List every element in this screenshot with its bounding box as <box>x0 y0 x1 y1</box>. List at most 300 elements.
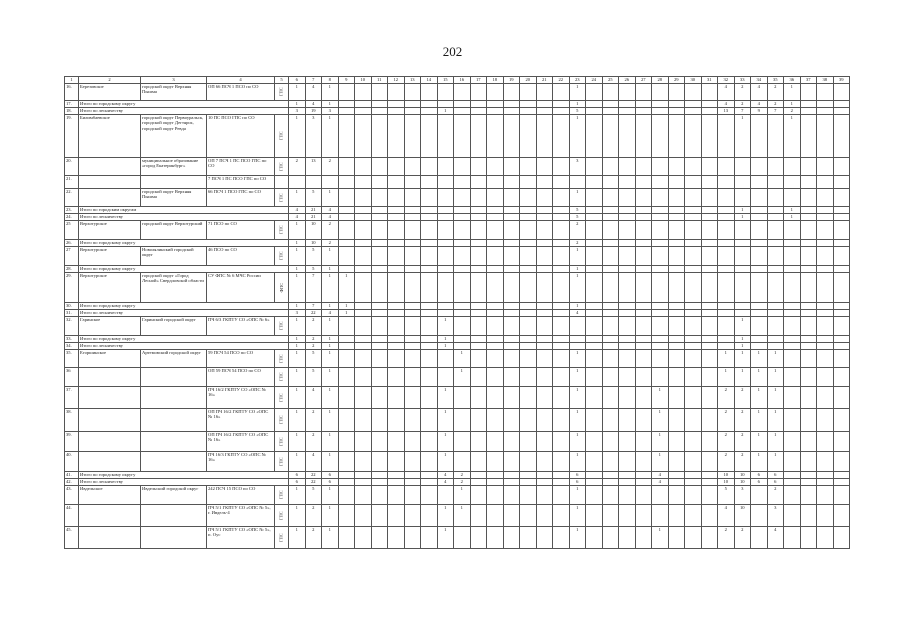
value-cell <box>470 273 487 303</box>
value-cell <box>503 350 520 368</box>
header-cell: 21 <box>536 77 553 84</box>
value-cell <box>767 158 784 176</box>
value-cell <box>371 221 388 240</box>
service-type-cell <box>275 176 289 189</box>
value-cell <box>817 273 834 303</box>
value-cell <box>355 84 372 101</box>
value-cell <box>536 317 553 336</box>
value-cell <box>421 101 438 108</box>
value-cell <box>668 247 685 266</box>
value-cell: 2 <box>305 336 322 343</box>
value-cell: 4 <box>322 207 339 214</box>
value-cell: 4 <box>289 214 306 221</box>
header-cell: 33 <box>734 77 751 84</box>
row-number: 40. <box>65 452 79 472</box>
value-cell <box>454 108 471 115</box>
value-cell <box>338 527 355 549</box>
value-cell <box>520 452 537 472</box>
value-cell <box>338 343 355 350</box>
value-cell <box>520 247 537 266</box>
value-cell <box>355 310 372 317</box>
value-cell: 1 <box>322 486 339 505</box>
value-cell <box>701 101 718 108</box>
value-cell <box>668 115 685 158</box>
value-cell <box>668 214 685 221</box>
value-cell <box>619 310 636 317</box>
unit-cell: ПЧ 5/1 ГКПТУ СО «ОПС № 5», п. Оус <box>207 527 275 549</box>
value-cell <box>751 158 768 176</box>
value-cell <box>536 350 553 368</box>
value-cell: 1 <box>437 432 454 452</box>
row-number: 31. <box>65 310 79 317</box>
forestry-cell <box>79 368 141 387</box>
value-cell <box>800 368 817 387</box>
value-cell <box>685 336 702 343</box>
value-cell <box>421 336 438 343</box>
value-cell <box>470 214 487 221</box>
row-number: 37. <box>65 387 79 409</box>
unit-cell: 242 ПСЧ 15 ПСО по СО <box>207 486 275 505</box>
value-cell: 4 <box>751 101 768 108</box>
value-cell <box>553 527 570 549</box>
value-cell <box>421 310 438 317</box>
header-cell: 19 <box>503 77 520 84</box>
value-cell <box>388 368 405 387</box>
value-cell <box>404 368 421 387</box>
value-cell <box>520 189 537 207</box>
table-row <box>65 273 850 303</box>
value-cell <box>388 527 405 549</box>
value-cell <box>371 472 388 479</box>
header-cell: 18 <box>487 77 504 84</box>
value-cell <box>487 432 504 452</box>
value-cell <box>553 317 570 336</box>
value-cell <box>817 317 834 336</box>
value-cell <box>454 409 471 432</box>
value-cell <box>586 452 603 472</box>
service-type-cell <box>275 317 289 336</box>
value-cell <box>833 273 850 303</box>
header-cell: 4 <box>207 77 275 84</box>
value-cell <box>355 221 372 240</box>
value-cell <box>817 527 834 549</box>
value-cell <box>685 247 702 266</box>
value-cell <box>470 303 487 310</box>
value-cell <box>355 176 372 189</box>
value-cell <box>388 343 405 350</box>
value-cell <box>635 505 652 527</box>
value-cell <box>833 368 850 387</box>
value-cell <box>685 101 702 108</box>
service-type-label: ГПС <box>278 251 284 261</box>
value-cell: 1 <box>751 368 768 387</box>
value-cell <box>569 343 586 350</box>
value-cell <box>833 343 850 350</box>
value-cell: 1 <box>652 452 669 472</box>
value-cell: 10 <box>734 505 751 527</box>
value-cell <box>685 273 702 303</box>
value-cell <box>470 505 487 527</box>
unit-cell: 66 ПСЧ 1 ПСО ГПС по СО <box>207 189 275 207</box>
value-cell <box>701 350 718 368</box>
value-cell <box>602 214 619 221</box>
value-cell <box>602 343 619 350</box>
value-cell <box>421 527 438 549</box>
value-cell <box>421 214 438 221</box>
value-cell <box>701 158 718 176</box>
value-cell <box>817 479 834 486</box>
value-cell <box>536 486 553 505</box>
value-cell: 1 <box>751 409 768 432</box>
value-cell <box>668 336 685 343</box>
forestry-cell <box>79 176 141 189</box>
value-cell <box>338 409 355 432</box>
value-cell <box>586 310 603 317</box>
value-cell <box>668 108 685 115</box>
value-cell: 2 <box>322 240 339 247</box>
value-cell <box>553 266 570 273</box>
value-cell: 10 <box>734 479 751 486</box>
value-cell: 1 <box>322 247 339 266</box>
value-cell <box>652 317 669 336</box>
value-cell <box>635 273 652 303</box>
service-type-label: ГПС <box>278 457 284 466</box>
value-cell <box>437 101 454 108</box>
value-cell <box>520 317 537 336</box>
value-cell <box>503 527 520 549</box>
value-cell <box>553 479 570 486</box>
value-cell <box>602 84 619 101</box>
value-cell <box>553 343 570 350</box>
value-cell <box>751 176 768 189</box>
value-cell <box>701 486 718 505</box>
value-cell <box>800 101 817 108</box>
value-cell <box>701 214 718 221</box>
total-row <box>65 214 850 221</box>
value-cell: 5 <box>305 350 322 368</box>
value-cell <box>487 273 504 303</box>
value-cell <box>388 176 405 189</box>
row-number: 23. <box>65 207 79 214</box>
value-cell: 1 <box>338 310 355 317</box>
value-cell: 2 <box>718 409 735 432</box>
header-cell: 35 <box>767 77 784 84</box>
value-cell <box>685 189 702 207</box>
header-cell: 28 <box>652 77 669 84</box>
value-cell <box>355 452 372 472</box>
header-cell: 30 <box>685 77 702 84</box>
value-cell <box>734 273 751 303</box>
value-cell <box>635 115 652 158</box>
value-cell <box>685 368 702 387</box>
value-cell <box>701 527 718 549</box>
unit-cell: 71 ПСО по СО <box>207 221 275 240</box>
value-cell <box>388 505 405 527</box>
value-cell <box>503 84 520 101</box>
row-number: 28. <box>65 266 79 273</box>
value-cell <box>338 176 355 189</box>
value-cell <box>437 176 454 189</box>
value-cell <box>355 108 372 115</box>
value-cell <box>619 303 636 310</box>
territory-cell: городской округ Первоуральск, городской округ Дегтярск, городской округ Ревда <box>141 115 207 158</box>
value-cell <box>652 158 669 176</box>
value-cell <box>454 266 471 273</box>
value-cell: 1 <box>289 101 306 108</box>
value-cell <box>487 350 504 368</box>
value-cell: 1 <box>569 84 586 101</box>
value-cell: 5 <box>305 266 322 273</box>
value-cell: 2 <box>734 101 751 108</box>
value-cell <box>289 176 306 189</box>
header-cell: 39 <box>833 77 850 84</box>
value-cell <box>520 336 537 343</box>
value-cell: 1 <box>718 368 735 387</box>
value-cell <box>685 343 702 350</box>
table-row <box>65 452 850 472</box>
value-cell <box>800 115 817 158</box>
value-cell: 6 <box>289 479 306 486</box>
value-cell <box>404 84 421 101</box>
value-cell <box>586 273 603 303</box>
value-cell <box>668 158 685 176</box>
value-cell <box>701 108 718 115</box>
value-cell <box>652 108 669 115</box>
unit-cell: ПЧ 16/3 ГКПТУ СО «ОПС № 16» <box>207 452 275 472</box>
value-cell <box>371 343 388 350</box>
value-cell <box>454 527 471 549</box>
value-cell <box>784 303 801 310</box>
value-cell <box>520 115 537 158</box>
value-cell <box>619 368 636 387</box>
value-cell <box>437 207 454 214</box>
value-cell <box>701 310 718 317</box>
territory-cell <box>141 409 207 432</box>
value-cell: 4 <box>305 84 322 101</box>
value-cell <box>751 317 768 336</box>
value-cell <box>652 115 669 158</box>
row-number: 26. <box>65 240 79 247</box>
value-cell <box>586 350 603 368</box>
value-cell <box>668 273 685 303</box>
value-cell <box>355 115 372 158</box>
value-cell <box>454 189 471 207</box>
value-cell <box>569 317 586 336</box>
total-row <box>65 310 850 317</box>
value-cell <box>833 221 850 240</box>
value-cell <box>833 115 850 158</box>
value-cell: 1 <box>734 343 751 350</box>
value-cell <box>619 350 636 368</box>
value-cell <box>833 266 850 273</box>
value-cell <box>586 432 603 452</box>
value-cell <box>454 214 471 221</box>
value-cell <box>800 303 817 310</box>
value-cell <box>553 350 570 368</box>
territory-cell <box>141 387 207 409</box>
value-cell <box>833 350 850 368</box>
value-cell <box>421 303 438 310</box>
value-cell <box>536 310 553 317</box>
service-type-label: ГПС <box>278 193 284 202</box>
value-cell: 1 <box>289 387 306 409</box>
service-type-label: ГПС <box>278 511 284 520</box>
row-number: 17. <box>65 101 79 108</box>
header-cell: 15 <box>437 77 454 84</box>
service-type-cell <box>275 221 289 240</box>
value-cell: 2 <box>718 527 735 549</box>
value-cell <box>487 368 504 387</box>
header-cell: 6 <box>289 77 306 84</box>
value-cell: 1 <box>437 336 454 343</box>
value-cell: 1 <box>569 350 586 368</box>
value-cell <box>338 387 355 409</box>
value-cell <box>652 336 669 343</box>
value-cell: 1 <box>322 303 339 310</box>
value-cell <box>404 486 421 505</box>
value-cell <box>685 432 702 452</box>
value-cell <box>602 108 619 115</box>
value-cell <box>338 115 355 158</box>
value-cell <box>602 350 619 368</box>
value-cell <box>536 479 553 486</box>
value-cell <box>635 221 652 240</box>
value-cell <box>503 101 520 108</box>
service-type-label: ГПС <box>278 131 284 141</box>
territory-cell: Новолялинский городской округ <box>141 247 207 266</box>
value-cell <box>388 84 405 101</box>
value-cell <box>355 158 372 176</box>
service-type-cell <box>275 409 289 432</box>
value-cell <box>388 115 405 158</box>
value-cell <box>734 221 751 240</box>
table-row <box>65 527 850 549</box>
value-cell <box>553 101 570 108</box>
unit-cell: ОП ПЧ 16/2 ГКПТУ СО «ОПС № 16» <box>207 409 275 432</box>
value-cell: 1 <box>454 505 471 527</box>
value-cell <box>833 303 850 310</box>
value-cell <box>619 432 636 452</box>
value-cell <box>619 505 636 527</box>
value-cell: 1 <box>289 527 306 549</box>
value-cell <box>767 240 784 247</box>
value-cell <box>701 432 718 452</box>
value-cell: 6 <box>751 479 768 486</box>
value-cell <box>553 221 570 240</box>
unit-cell: ПЧ 5/1 ГКПТУ СО «ОПС № 5», г. Ивдель-4 <box>207 505 275 527</box>
value-cell <box>602 472 619 479</box>
value-cell <box>553 387 570 409</box>
value-cell <box>371 317 388 336</box>
territory-cell: муниципальное образование «город Екатеринбург» <box>141 158 207 176</box>
value-cell <box>355 317 372 336</box>
unit-cell: ПЧ 6/3 ГКПТУ СО «ОПС № 6» <box>207 317 275 336</box>
value-cell <box>685 158 702 176</box>
value-cell <box>767 207 784 214</box>
value-cell <box>503 336 520 343</box>
territory-cell: городской округ Верхотурский <box>141 221 207 240</box>
value-cell <box>833 486 850 505</box>
value-cell <box>437 221 454 240</box>
value-cell <box>503 221 520 240</box>
value-cell <box>388 479 405 486</box>
table-row <box>65 486 850 505</box>
table-row <box>65 409 850 432</box>
value-cell <box>685 221 702 240</box>
value-cell <box>454 387 471 409</box>
value-cell <box>833 176 850 189</box>
value-cell <box>800 214 817 221</box>
value-cell <box>751 486 768 505</box>
value-cell <box>800 247 817 266</box>
value-cell <box>668 84 685 101</box>
header-cell: 10 <box>355 77 372 84</box>
value-cell <box>404 303 421 310</box>
value-cell <box>553 84 570 101</box>
value-cell <box>586 214 603 221</box>
value-cell <box>371 273 388 303</box>
value-cell: 1 <box>289 505 306 527</box>
value-cell <box>734 176 751 189</box>
value-cell <box>751 115 768 158</box>
value-cell <box>388 108 405 115</box>
value-cell <box>421 247 438 266</box>
value-cell <box>553 432 570 452</box>
value-cell <box>800 527 817 549</box>
header-cell: 1 <box>65 77 79 84</box>
value-cell <box>454 452 471 472</box>
value-cell <box>635 101 652 108</box>
value-cell <box>454 84 471 101</box>
value-cell <box>586 479 603 486</box>
value-cell: 4 <box>305 101 322 108</box>
value-cell: 22 <box>305 479 322 486</box>
territory-cell: Артемовский городской округ <box>141 350 207 368</box>
value-cell: 1 <box>289 247 306 266</box>
value-cell <box>470 479 487 486</box>
value-cell <box>371 452 388 472</box>
value-cell <box>668 310 685 317</box>
table-row <box>65 368 850 387</box>
value-cell <box>487 101 504 108</box>
territory-cell: городской округ Верхняя Пышма <box>141 84 207 101</box>
value-cell <box>536 452 553 472</box>
value-cell <box>553 189 570 207</box>
value-cell <box>685 266 702 273</box>
value-cell: 1 <box>569 303 586 310</box>
value-cell <box>454 273 471 303</box>
value-cell: 4 <box>289 207 306 214</box>
header-cell: 27 <box>635 77 652 84</box>
value-cell <box>602 317 619 336</box>
value-cell <box>454 221 471 240</box>
value-cell <box>355 527 372 549</box>
value-cell: 1 <box>767 452 784 472</box>
value-cell <box>421 452 438 472</box>
value-cell <box>421 84 438 101</box>
value-cell <box>437 310 454 317</box>
value-cell <box>652 350 669 368</box>
value-cell <box>718 176 735 189</box>
value-cell: 1 <box>437 505 454 527</box>
value-cell <box>470 472 487 479</box>
value-cell <box>355 350 372 368</box>
value-cell <box>520 479 537 486</box>
value-cell <box>784 452 801 472</box>
value-cell: 1 <box>322 101 339 108</box>
value-cell <box>718 273 735 303</box>
value-cell <box>586 247 603 266</box>
